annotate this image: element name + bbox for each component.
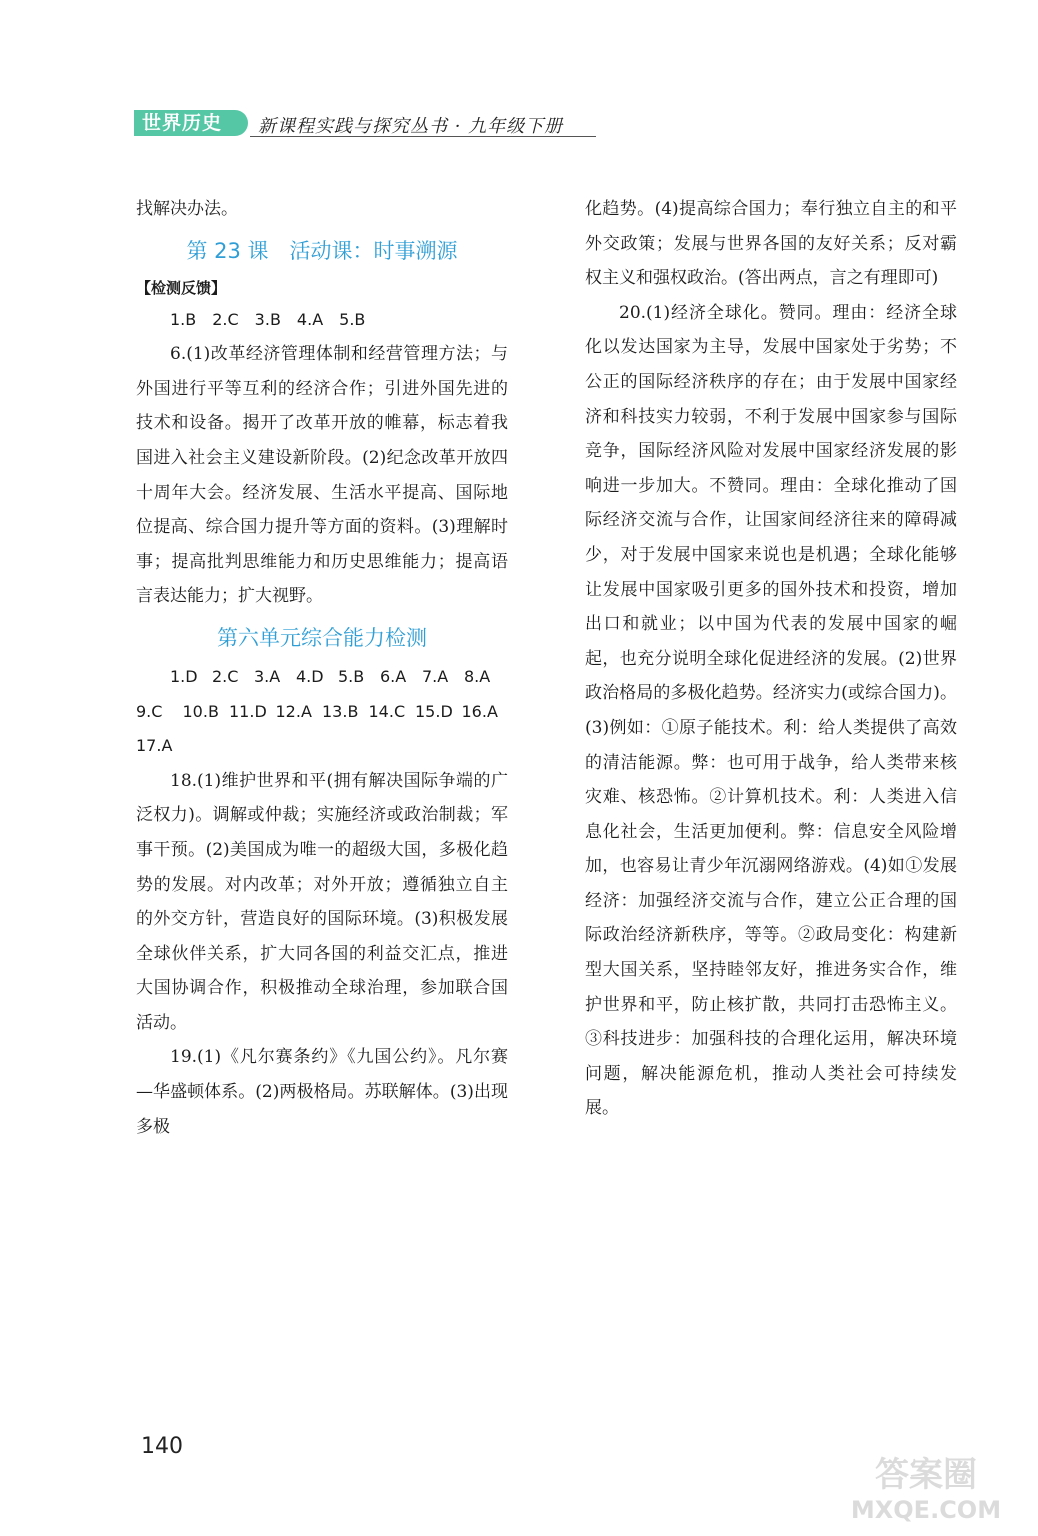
- answer-20: 20.(1)经济全球化。赞同。理由：经济全球化以发达国家为主导，发展中国家处于劣势；不公正的国际经济秩序的存在；由于发展中国家经济和科技实力较弱，不利于发展中国家参与国际竞争，国际经济风险对发展中国家经济发展的影响进一步加大。不赞同。理由：全球化推动了国际经济交流与合作，让国家间经济往来的障碍减少，对于发展中国家来说也是机遇；全球化能够让发展中国家吸引更多的国外技术和投资，增加出口和就业；以中国为代表的发展中国家的崛起，也充分说明全球化促进经济的发展。(2)世界政治格局的多极化趋势。经济实力(或综合国力)。(3)例如：①原子能技术。利：给人类提供了高效的清洁能源。弊：也可用于战争，给人类带来核灾难、核恐怖。②计算机技术。利：人类进入信息化社会，生活更加便利。弊：信息安全风险增加，也容易让青少年沉溺网络游戏。(4)如①发展经济：加强经济交流与合作，建立公正合理的国际政治经济新秩序，等等。②政局变化：构建新型大国关系，坚持睦邻友好，推进务实合作，维护世界和平，防止核扩散，共同打击恐怖主义。③科技进步：加强科技的合理化运用，解决环境问题，解决能源危机，推动人类社会可持续发展。: [585, 302, 957, 1119]
- choice-answer: 15.D: [415, 701, 453, 721]
- choice-answer: 12.A: [275, 701, 312, 721]
- answer-19: 19.(1)《凡尔赛条约》《九国公约》。凡尔赛—华盛顿体系。(2)两极格局。苏联解体。(3)出现多极: [136, 1047, 508, 1137]
- choice-answer: 2.C: [212, 666, 239, 686]
- answer-19-continued: 化趋势。(4)提高综合国力；奉行独立自主的和平外交政策；发展与世界各国的友好关系；反对霸权主义和强权政治。(答出两点，言之有理即可): [585, 199, 957, 289]
- page-header: [134, 108, 596, 137]
- choice-answer: 13.B: [322, 701, 359, 721]
- choice-answer: 6.A: [380, 666, 407, 686]
- answers-1-5: 1.B 2.C 3.B 4.A 5.B: [170, 309, 366, 329]
- choice-answer: 14.C: [368, 701, 406, 721]
- intro-line: 找解决办法。: [136, 199, 238, 219]
- choice-answer: 8.A: [464, 666, 491, 686]
- subject-badge: 世界历史: [134, 110, 248, 136]
- choice-answer: 3.A: [254, 666, 281, 686]
- choice-answer: 7.A: [422, 666, 449, 686]
- page-number: 140: [141, 1434, 183, 1459]
- right-column: [585, 192, 957, 1126]
- choice-answer: 5.B: [338, 666, 365, 686]
- choice-answer: 1.D: [170, 666, 198, 686]
- choice-answer: 10.B: [182, 701, 219, 721]
- choice-answer: 9.C: [136, 701, 163, 721]
- left-column: [136, 192, 508, 1144]
- choice-answer: 16.A: [461, 701, 498, 721]
- watermark-logo: [828, 1448, 1024, 1524]
- series-title: 新课程实践与探究丛书 · 九年级下册: [258, 116, 564, 137]
- answer-17: 17.A: [136, 736, 173, 756]
- unit-title: 第六单元综合能力检测: [217, 625, 427, 650]
- choice-answer: 4.D: [296, 666, 324, 686]
- answer-18: 18.(1)维护世界和平(拥有解决国际争端的广泛权力)。调解或仲裁；实施经济或政治制裁；军事干预。(2)美国成为唯一的超级大国，多极化趋势的发展。对内改革；对外开放；遵循独立自主的外交方针，营造良好的国际环境。(3)积极发展全球伙伴关系，扩大同各国的利益交汇点，推进大国协调合作，积极推动全球治理，参加联合国活动。: [136, 770, 508, 1033]
- choice-answers: [136, 660, 508, 729]
- header-rule: [250, 136, 596, 137]
- watermark-line1: 答案圈: [875, 1455, 977, 1495]
- choice-answer: 11.D: [229, 701, 267, 721]
- answer-6: 6.(1)改革经济管理体制和经营管理方法；与外国进行平等互利的经济合作；引进外国先进的技术和设备。揭开了改革开放的帷幕，标志着我国进入社会主义建设新阶段。(2)纪念改革开放四十周年大会。经济发展、生活水平提高、国际地位提高、综合国力提升等方面的资料。(3)理解时事；提高批判思维能力和历史思维能力；提高语言表达能力；扩大视野。: [136, 344, 508, 607]
- section-tag: 【检测反馈】: [136, 278, 227, 297]
- watermark-line2: MXQE.COM: [850, 1496, 1002, 1524]
- lesson-title: 第 23 课 活动课：时事溯源: [186, 238, 458, 263]
